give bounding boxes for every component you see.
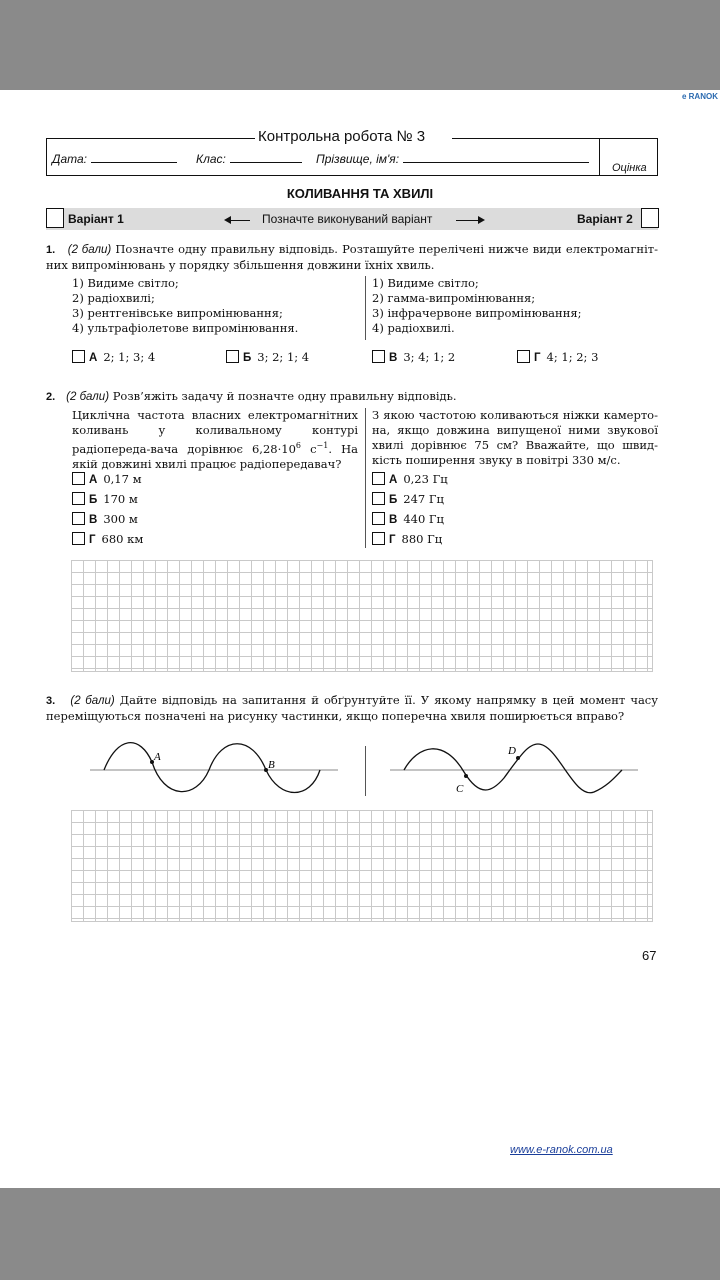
list-item: 1) Видиме світло; (72, 276, 179, 290)
list-item: 2) радіохвилі; (72, 291, 155, 305)
q1-option-c[interactable]: В 3; 4; 1; 2 (372, 350, 455, 364)
q3-answer-grid[interactable] (71, 810, 653, 922)
question-3-points: (2 бали) (70, 695, 115, 707)
checkbox[interactable] (372, 472, 385, 485)
publisher-logo: e RANOK (681, 92, 718, 101)
q1-list-variant-2 (372, 276, 658, 336)
q2-v1-option-d[interactable]: Г 680 км (72, 532, 143, 546)
checkbox[interactable] (72, 492, 85, 505)
variant-2-label: Варіант 2 (577, 212, 633, 226)
class-blank[interactable] (230, 151, 302, 163)
question-2 (46, 389, 658, 405)
question-1-points: (2 бали) (67, 244, 112, 256)
checkbox[interactable] (372, 532, 385, 545)
question-3-text: Дайте відповідь на запитання й обґрунтуйте її. У якому напрямку в цей момент часу переміщуються позначені на рисунку частинки, якщо поперечна хвиля поширюється вправо? (46, 693, 659, 723)
variant-1-label: Варіант 1 (68, 212, 124, 226)
variant-2-checkbox[interactable] (641, 208, 659, 228)
variant-instruction: Позначте виконуваний варіант (262, 212, 433, 226)
particle-c (464, 774, 468, 778)
list-item: 2) гамма-випромінювання; (372, 291, 536, 305)
variant-1-checkbox[interactable] (46, 208, 64, 228)
checkbox[interactable] (72, 472, 85, 485)
question-1-number: 1. (46, 244, 56, 256)
q2-v1-option-a[interactable]: А 0,17 м (72, 472, 142, 486)
worksheet-page (0, 90, 720, 1188)
question-2-number: 2. (46, 391, 56, 403)
arrow-right-head-icon (478, 216, 485, 224)
wave-figure-variant-2 (388, 740, 640, 800)
test-title: Контрольна робота № 3 (258, 128, 426, 145)
page-number: 67 (642, 948, 657, 963)
website-link[interactable]: www.e-ranok.com.ua (510, 1144, 613, 1156)
name-blank[interactable] (403, 151, 589, 163)
list-item: 3) інфрачервоне випромінювання; (372, 306, 582, 320)
question-1-text: Позначте одну правильну відповідь. Розташуйте перелічені нижче види електромагніт-них випромінювань у порядку збільшення довжини їхніх хвиль. (46, 242, 659, 272)
question-3-number: 3. (46, 695, 56, 707)
checkbox[interactable] (72, 512, 85, 525)
q1-list-variant-1 (72, 276, 358, 336)
q2-v2-option-a[interactable]: А 0,23 Гц (372, 472, 448, 486)
arrow-right-icon (456, 220, 480, 221)
question-3 (46, 693, 658, 724)
list-item: 3) рентгенівське випромінювання; (72, 306, 283, 320)
particle-c-label: C (456, 783, 464, 795)
q1-option-b[interactable]: Б 3; 2; 1; 4 (226, 350, 309, 364)
wave-figure-variant-1 (88, 740, 340, 800)
particle-d (516, 756, 520, 760)
header-divider (599, 138, 600, 176)
question-1 (46, 242, 658, 273)
date-label: Дата: (52, 152, 87, 166)
checkbox[interactable] (72, 532, 85, 545)
particle-b-label: B (268, 759, 275, 771)
q3-column-divider (365, 746, 366, 796)
list-item: 4) радіохвилі. (372, 321, 455, 335)
name-field[interactable] (316, 151, 589, 166)
checkbox[interactable] (372, 512, 385, 525)
checkbox[interactable] (72, 350, 85, 363)
section-title: КОЛИВАННЯ ТА ХВИЛІ (286, 186, 434, 201)
date-field[interactable] (52, 151, 177, 166)
list-item: 1) Видиме світло; (372, 276, 479, 290)
q1-option-a[interactable]: А 2; 1; 3; 4 (72, 350, 155, 364)
grade-label: Оцінка (612, 162, 647, 174)
q2-v2-option-b[interactable]: Б 247 Гц (372, 492, 444, 506)
class-label: Клас: (196, 152, 226, 166)
list-item: 4) ультрафіолетове випромінювання. (72, 321, 299, 335)
q1-option-d[interactable]: Г 4; 1; 2; 3 (517, 350, 598, 364)
q1-column-divider (365, 276, 366, 340)
q2-problem-variant-1: Циклічна частота власних електромагнітних коливань у коливальному контурі радіопереда-вача дорівнює $6,28\cdot 10^6$ $с^{-1}$. На якій довжині хвилі працює радіопередавач? (72, 408, 358, 471)
q2-problem-variant-2: З якою частотою коливаються ніжки камерто-на, якщо довжина випущеної ними звукової хвилі дорівнює 75 см? Вважайте, що швид-кість поширення звуку в повітрі 330 м/с. (372, 408, 658, 467)
particle-a-label: A (154, 751, 161, 763)
name-label: Прізвище, ім'я: (316, 152, 400, 166)
q2-v1-option-c[interactable]: В 300 м (72, 512, 138, 526)
particle-d-label: D (508, 745, 516, 757)
q2-v1-option-b[interactable]: Б 170 м (72, 492, 138, 506)
question-2-points: (2 бали) (66, 391, 110, 403)
q2-v2-option-d[interactable]: Г 880 Гц (372, 532, 442, 546)
wave-curve (104, 743, 320, 793)
checkbox[interactable] (372, 350, 385, 363)
checkbox[interactable] (517, 350, 530, 363)
question-2-text: Розв’яжіть задачу й позначте одну правильну відповідь. (112, 389, 457, 403)
q2-v2-option-c[interactable]: В 440 Гц (372, 512, 444, 526)
q2-answer-grid[interactable] (71, 560, 653, 672)
checkbox[interactable] (372, 492, 385, 505)
date-blank[interactable] (91, 151, 177, 163)
class-field[interactable] (196, 151, 302, 166)
arrow-left-head-icon (224, 216, 231, 224)
q2-column-divider (365, 408, 366, 548)
checkbox[interactable] (226, 350, 239, 363)
